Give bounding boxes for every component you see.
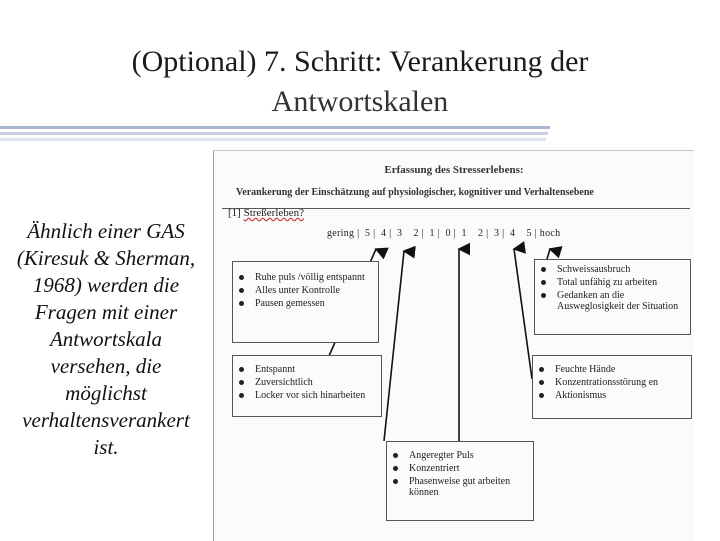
anchor-item: Konzentrationsstörung en: [533, 377, 691, 388]
anchor-box-moderate-high-stress: [532, 355, 692, 419]
title-line-2: Antwortskalen: [271, 85, 449, 118]
question-number: [1]: [228, 207, 241, 219]
anchor-box-relaxed: [232, 261, 379, 343]
body-text-line: Ähnlich einer GAS: [27, 219, 185, 243]
anchor-item: Entspannt: [233, 364, 381, 375]
anchor-item: Schweissausbruch: [535, 264, 690, 275]
anchor-item: Locker vor sich hinarbeiten: [233, 390, 381, 401]
body-text-line: möglichst: [65, 381, 147, 405]
anchor-item: Angeregter Puls: [387, 450, 533, 461]
anchor-item: Total unfähig zu arbeiten: [535, 277, 690, 288]
anchor-item: Pausen gemessen: [233, 298, 378, 309]
anchor-item: Ruhe puls /völlig entspannt: [233, 272, 378, 283]
rule-line: [0, 126, 550, 129]
rule-line: [0, 132, 548, 135]
anchor-item: Gedanken an die Ausweglosigkeit der Situation: [535, 290, 690, 312]
anchor-item: Zuversichtlich: [233, 377, 381, 388]
anchor-item: Phasenweise gut arbeiten können: [387, 476, 533, 498]
title-line-1: (Optional) 7. Schritt: Verankerung der: [131, 45, 589, 78]
anchor-box-medium-stress: [386, 441, 534, 521]
body-text-line: (Kiresuk & Sherman,: [16, 246, 196, 270]
anchor-item: Konzentriert: [387, 463, 533, 474]
body-text-line: ist.: [93, 435, 119, 459]
body-text-line: Antwortskala: [49, 327, 162, 351]
body-text-line: verhaltensverankert: [22, 408, 190, 432]
rule-line: [0, 138, 546, 141]
title-underline-rules: [0, 126, 560, 146]
arrow-right-inner: [514, 249, 532, 379]
scanned-figure: [213, 150, 694, 541]
body-text-line: Fragen mit einer: [34, 300, 178, 324]
body-text: [0, 218, 212, 461]
rating-scale: gering | 5 | 4 | 3 2 | 1 | 0 | 1 2 | 3 | 4 5 | hoch: [327, 228, 561, 239]
slide-title: [0, 42, 720, 122]
body-text-line: versehen, die: [50, 354, 162, 378]
figure-subheading: Verankerung der Einschätzung auf physiologischer, kognitiver und Verhaltensebene: [236, 187, 594, 198]
body-text-line: 1968) werden die: [32, 273, 180, 297]
question-word: Streßerleben?: [243, 207, 305, 219]
figure-heading: Erfassung des Stresserlebens:: [384, 164, 524, 176]
anchor-item: Feuchte Hände: [533, 364, 691, 375]
arrow-left-inner: [384, 251, 404, 441]
anchor-item: Alles unter Kontrolle: [233, 285, 378, 296]
anchor-box-high-stress: [534, 259, 691, 335]
anchor-box-low-stress: [232, 355, 382, 417]
anchor-item: Aktionismus: [533, 390, 691, 401]
